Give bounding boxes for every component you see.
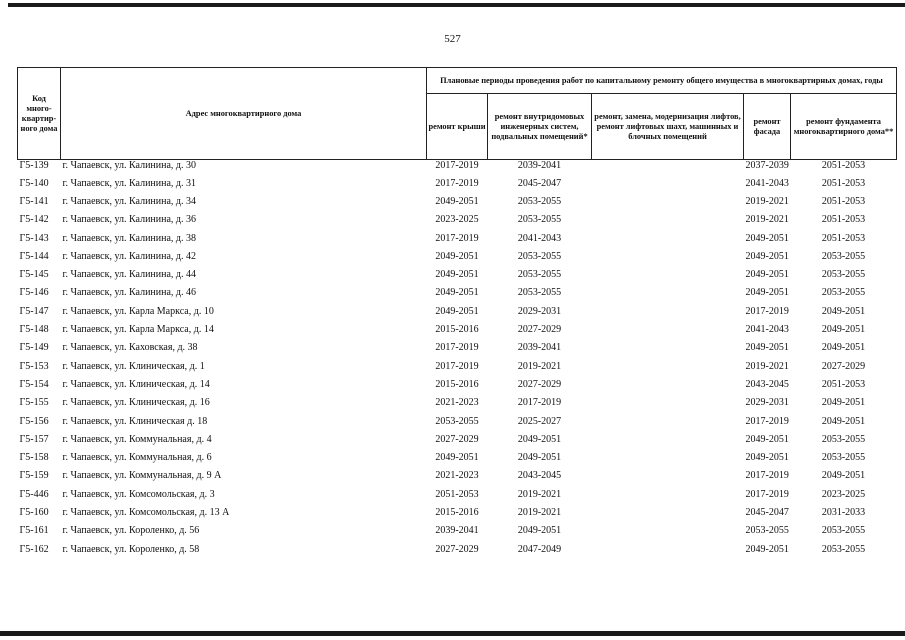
header-systems: ремонт внутридомовых инженерных систем, подвальных помещений* [488,94,592,160]
facade-period-cell: 2017-2019 [745,488,789,500]
bottom-border-bar [0,631,905,636]
code-cell: Г5-147 [19,305,49,317]
table-row [18,448,897,466]
table-row [18,412,897,430]
facade-period-cell: 2019-2021 [745,195,789,207]
systems-period-cell: 2019-2021 [517,506,562,518]
table-body [18,160,897,559]
roof-period-cell: 2017-2019 [435,177,479,189]
code-cell: Г5-144 [19,250,49,262]
code-cell: Г5-154 [19,378,49,390]
elevators-period-cell [592,229,744,247]
systems-period-cell: 2053-2055 [517,287,562,299]
foundation-period-cell: 2023-2025 [821,488,866,500]
roof-period-cell: 2053-2055 [435,415,479,427]
code-cell: Г5-158 [19,452,49,464]
systems-period-cell: 2045-2047 [517,177,562,189]
roof-period-cell: 2039-2041 [435,525,479,537]
foundation-period-cell: 2053-2055 [821,433,866,445]
elevators-period-cell [592,211,744,229]
capital-repair-table [17,67,897,558]
elevators-period-cell [592,394,744,412]
header-foundation: ремонт фундамента многоквартирного дома** [791,94,897,160]
systems-period-cell: 2049-2051 [517,525,562,537]
address-cell: г. Чапаевск, ул. Калинина, д. 44 [62,269,197,281]
facade-period-cell: 2049-2051 [745,543,789,555]
table-row [18,284,897,302]
foundation-period-cell: 2051-2053 [821,214,866,226]
foundation-period-cell: 2049-2051 [821,305,866,317]
table-row [18,229,897,247]
elevators-period-cell [592,302,744,320]
systems-period-cell: 2017-2019 [517,397,562,409]
elevators-period-cell [592,174,744,192]
facade-period-cell: 2049-2051 [745,287,789,299]
elevators-period-cell [592,247,744,265]
address-cell: г. Чапаевск, ул. Клиническая, д. 14 [62,378,210,390]
elevators-period-cell [592,485,744,503]
table-row [18,503,897,521]
roof-period-cell: 2049-2051 [435,287,479,299]
address-cell: г. Чапаевск, ул. Комсомольская, д. 3 [62,488,215,500]
address-cell: г. Чапаевск, ул. Карла Маркса, д. 10 [62,305,214,317]
foundation-period-cell: 2051-2053 [821,195,866,207]
header-roof: ремонт крыши [427,94,488,160]
foundation-period-cell: 2049-2051 [821,324,866,336]
header-code: Код много-квартир-ного дома [18,68,61,160]
roof-period-cell: 2021-2023 [435,470,479,482]
roof-period-cell: 2049-2051 [435,195,479,207]
elevators-period-cell [592,192,744,210]
code-cell: Г5-141 [19,195,49,207]
facade-period-cell: 2049-2051 [745,269,789,281]
address-cell: г. Чапаевск, ул. Клиническая, д. 16 [62,397,210,409]
address-cell: г. Чапаевск, ул. Калинина, д. 30 [62,160,197,171]
roof-period-cell: 2049-2051 [435,452,479,464]
elevators-period-cell [592,522,744,540]
table-row [18,467,897,485]
systems-period-cell: 2049-2051 [517,433,562,445]
facade-period-cell: 2049-2051 [745,232,789,244]
address-cell: г. Чапаевск, ул. Карла Маркса, д. 14 [62,324,214,336]
table-row [18,540,897,558]
address-cell: г. Чапаевск, ул. Короленко, д. 58 [62,543,200,555]
systems-period-cell: 2025-2027 [517,415,562,427]
roof-period-cell: 2015-2016 [435,506,479,518]
code-cell: Г5-142 [19,214,49,226]
roof-period-cell: 2049-2051 [435,250,479,262]
foundation-period-cell: 2053-2055 [821,452,866,464]
address-cell: г. Чапаевск, ул. Калинина, д. 38 [62,232,197,244]
table-row [18,357,897,375]
table-row [18,192,897,210]
systems-period-cell: 2043-2045 [517,470,562,482]
address-cell: г. Чапаевск, ул. Калинина, д. 36 [62,214,197,226]
facade-period-cell: 2017-2019 [745,305,789,317]
address-cell: г. Чапаевск, ул. Короленко, д. 56 [62,525,200,537]
address-cell: г. Чапаевск, ул. Калинина, д. 34 [62,195,197,207]
systems-period-cell: 2041-2043 [517,232,562,244]
code-cell: Г5-155 [19,397,49,409]
table-row [18,320,897,338]
facade-period-cell: 2041-2043 [745,324,789,336]
table-row [18,522,897,540]
roof-period-cell: 2017-2019 [435,232,479,244]
code-cell: Г5-159 [19,470,49,482]
table-row [18,339,897,357]
facade-period-cell: 2037-2039 [745,160,789,171]
page-number: 527 [444,33,461,45]
systems-period-cell: 2049-2051 [517,452,562,464]
address-cell: г. Чапаевск, ул. Коммунальная, д. 9 А [62,470,222,482]
elevators-period-cell [592,503,744,521]
elevators-period-cell [592,265,744,283]
table-row [18,375,897,393]
foundation-period-cell: 2053-2055 [821,287,866,299]
code-cell: Г5-140 [19,177,49,189]
code-cell: Г5-162 [19,543,49,555]
address-cell: г. Чапаевск, ул. Клиническая, д. 1 [62,360,205,372]
address-cell: г. Чапаевск, ул. Коммунальная, д. 4 [62,433,212,445]
code-cell: Г5-156 [19,415,49,427]
roof-period-cell: 2023-2025 [435,214,479,226]
roof-period-cell: 2051-2053 [435,488,479,500]
roof-period-cell: 2015-2016 [435,378,479,390]
facade-period-cell: 2017-2019 [745,470,789,482]
facade-period-cell: 2049-2051 [745,250,789,262]
header-elevators: ремонт, замена, модернизация лифтов, ремонт лифтовых шахт, машинных и блочных помещений [592,94,744,160]
foundation-period-cell: 2031-2033 [821,506,866,518]
header-facade: ремонт фасада [744,94,791,160]
foundation-period-cell: 2053-2055 [821,525,866,537]
systems-period-cell: 2053-2055 [517,195,562,207]
systems-period-cell: 2029-2031 [517,305,562,317]
foundation-period-cell: 2049-2051 [821,397,866,409]
foundation-period-cell: 2053-2055 [821,543,866,555]
facade-period-cell: 2043-2045 [745,378,789,390]
table-row [18,302,897,320]
foundation-period-cell: 2027-2029 [821,360,866,372]
table-row [18,247,897,265]
systems-period-cell: 2053-2055 [517,250,562,262]
elevators-period-cell [592,467,744,485]
code-cell: Г5-161 [19,525,49,537]
systems-period-cell: 2053-2055 [517,214,562,226]
address-cell: г. Чапаевск, ул. Комсомольская, д. 13 А [62,506,230,518]
foundation-period-cell: 2051-2053 [821,378,866,390]
roof-period-cell: 2017-2019 [435,342,479,354]
roof-period-cell: 2049-2051 [435,305,479,317]
address-cell: г. Чапаевск, ул. Калинина, д. 42 [62,250,197,262]
elevators-period-cell [592,412,744,430]
facade-period-cell: 2045-2047 [745,506,789,518]
code-cell: Г5-139 [19,160,49,171]
foundation-period-cell: 2051-2053 [821,160,866,171]
code-cell: Г5-148 [19,324,49,336]
code-cell: Г5-149 [19,342,49,354]
foundation-period-cell: 2051-2053 [821,177,866,189]
roof-period-cell: 2027-2029 [435,433,479,445]
header-address: Адрес многоквартирного дома [61,68,427,160]
systems-period-cell: 2019-2021 [517,488,562,500]
facade-period-cell: 2053-2055 [745,525,789,537]
elevators-period-cell [592,448,744,466]
facade-period-cell: 2019-2021 [745,360,789,372]
code-cell: Г5-153 [19,360,49,372]
foundation-period-cell: 2049-2051 [821,415,866,427]
foundation-period-cell: 2053-2055 [821,250,866,262]
table-row [18,265,897,283]
facade-period-cell: 2017-2019 [745,415,789,427]
elevators-period-cell [592,357,744,375]
address-cell: г. Чапаевск, ул. Клиническая д. 18 [62,415,208,427]
roof-period-cell: 2017-2019 [435,360,479,372]
facade-period-cell: 2029-2031 [745,397,789,409]
code-cell: Г5-446 [19,488,49,500]
header-periods: Плановые периоды проведения работ по капитальному ремонту общего имущества в многоквартирных домах, годы [427,68,897,94]
elevators-period-cell [592,430,744,448]
foundation-period-cell: 2051-2053 [821,232,866,244]
facade-period-cell: 2019-2021 [745,214,789,226]
elevators-period-cell [592,320,744,338]
foundation-period-cell: 2053-2055 [821,269,866,281]
facade-period-cell: 2049-2051 [745,433,789,445]
table-row [18,394,897,412]
code-cell: Г5-160 [19,506,49,518]
systems-period-cell: 2053-2055 [517,269,562,281]
systems-period-cell: 2027-2029 [517,324,562,336]
address-cell: г. Чапаевск, ул. Каховская, д. 38 [62,342,198,354]
systems-period-cell: 2039-2041 [517,342,562,354]
roof-period-cell: 2015-2016 [435,324,479,336]
elevators-period-cell [592,540,744,558]
table-row [18,485,897,503]
elevators-period-cell [592,339,744,357]
table-row [18,174,897,192]
roof-period-cell: 2017-2019 [435,160,479,171]
address-cell: г. Чапаевск, ул. Коммунальная, д. 6 [62,452,212,464]
table-row [18,160,897,175]
systems-period-cell: 2039-2041 [517,160,562,171]
elevators-period-cell [592,160,744,175]
code-cell: Г5-157 [19,433,49,445]
roof-period-cell: 2021-2023 [435,397,479,409]
roof-period-cell: 2027-2029 [435,543,479,555]
elevators-period-cell [592,284,744,302]
table-row [18,211,897,229]
systems-period-cell: 2019-2021 [517,360,562,372]
roof-period-cell: 2049-2051 [435,269,479,281]
elevators-period-cell [592,375,744,393]
systems-period-cell: 2027-2029 [517,378,562,390]
code-cell: Г5-143 [19,232,49,244]
code-cell: Г5-146 [19,287,49,299]
address-cell: г. Чапаевск, ул. Калинина, д. 31 [62,177,197,189]
table-row [18,430,897,448]
facade-period-cell: 2041-2043 [745,177,789,189]
facade-period-cell: 2049-2051 [745,342,789,354]
address-cell: г. Чапаевск, ул. Калинина, д. 46 [62,287,197,299]
foundation-period-cell: 2049-2051 [821,342,866,354]
code-cell: Г5-145 [19,269,49,281]
top-border-bar [8,3,905,7]
foundation-period-cell: 2049-2051 [821,470,866,482]
systems-period-cell: 2047-2049 [517,543,562,555]
facade-period-cell: 2049-2051 [745,452,789,464]
